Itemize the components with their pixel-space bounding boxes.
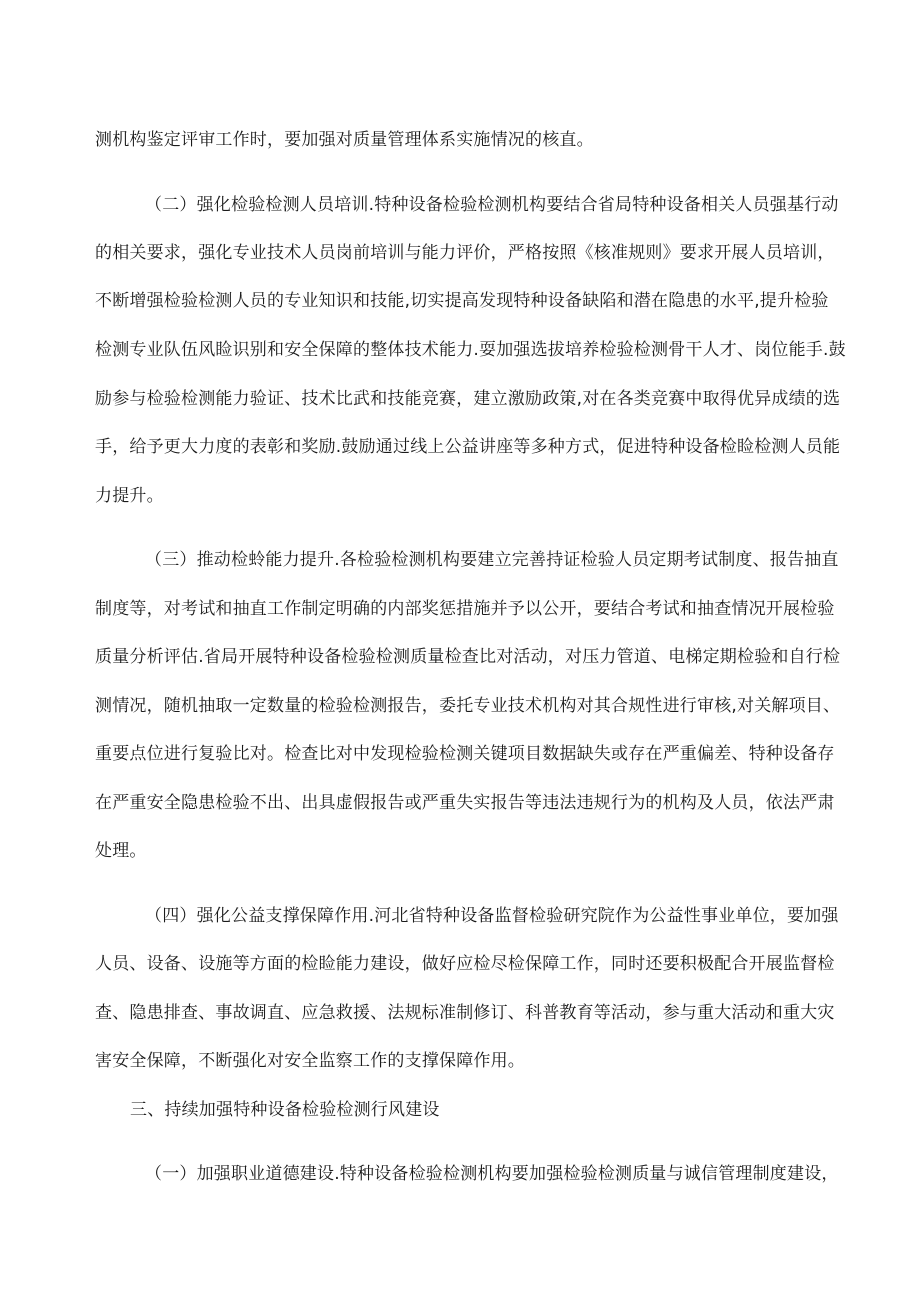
paragraph-line: 人员、设备、设施等方面的检睑能力建设，做好应检尽检保障工作，同时还要积极配合开展监督检 bbox=[95, 954, 835, 974]
paragraph-line: （二）强化检验检测人员培训.特种设备检验检测机构要结合省局特种设备相关人员强基行动 bbox=[145, 195, 839, 215]
paragraph-line: 害安全保障，不断强化对安全监察工作的支撑保障作用。 bbox=[95, 1051, 525, 1071]
paragraph-line: 测情况，随机抽取一定数量的检验检测报告，委托专业技术机构对其合规性进行审核,对关解项目、 bbox=[95, 696, 841, 716]
paragraph-line: 测机构鉴定评审工作时，要加强对质量管理体系实施情况的核直。 bbox=[95, 130, 594, 150]
paragraph-line: 制度等，对考试和抽直工作制定明确的内部奖惩措施并予以公开，要结合考试和抽查情况开展检验 bbox=[95, 599, 835, 619]
paragraph-line: 重要点位进行复验比对。检查比对中发现检验检测关键项目数据缺失或存在严重偏差、特种设备存 bbox=[95, 744, 835, 764]
paragraph-line: 力提升。 bbox=[95, 486, 164, 506]
paragraph-line: 处理。 bbox=[95, 841, 147, 861]
paragraph-line: 检测专业队伍风睑识别和安全保障的整体技术能力.耍加强选拔培养检验检测骨干人才、岗位能手.鼓 bbox=[95, 340, 846, 360]
section-heading: 三、持续加强特种设备检验检测行风建设 bbox=[130, 1100, 440, 1120]
paragraph-line: 励参与检验检测能力验证、技术比武和技能竞赛，建立激励政策,对在各类竞赛中取得优异成绩的选 bbox=[95, 389, 841, 409]
paragraph-line: 不断增强检验检测人员的专业知识和技能,切实提高发现特种设备缺陷和潜在隐患的水平,提升检验 bbox=[95, 291, 829, 311]
paragraph-line: 查、隐患排查、事故调直、应急救援、法规标准制修订、科普教育等活动，参与重大活动和重大灾 bbox=[95, 1003, 835, 1023]
paragraph-line: 手，给予更大力度的表彰和奖励.鼓励通过线上公益讲座等多种方式，促进特种设备检睑检测人员能 bbox=[95, 437, 841, 457]
paragraph-line: （一）加强职业道德建设.特种设备检验检测机构要加强检验检测质量与诚信管理制度建设， bbox=[145, 1164, 839, 1184]
paragraph-line: （三）推动检蛉能力提升.各检验检测机构要建立完善持证检验人员定期考试制度、报告抽直 bbox=[145, 550, 839, 570]
paragraph-line: 在严重安全隐患检验不出、出具虚假报告或严重失实报告等违法违规行为的机构及人员，依法严肃 bbox=[95, 793, 835, 813]
paragraph-line: 质量分析评估.省局开展特种设备检验检测质量检查比对活动，对压力管道、电梯定期检验和自行检 bbox=[95, 647, 841, 667]
paragraph-line: （四）强化公益支撑保障作用.河北省特种设备监督检验研究院作为公益性事业单位，要加强 bbox=[145, 906, 839, 926]
paragraph-line: 的相关要求，强化专业技术人员岗前培训与能力评价，严格按照《核准规则》要求开展人员培训， bbox=[95, 243, 835, 263]
